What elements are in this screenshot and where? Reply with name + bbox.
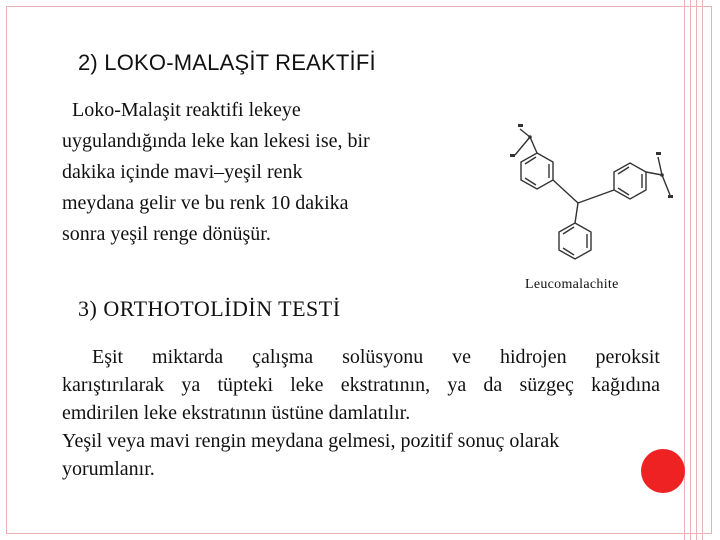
body-line: yorumlanır. <box>62 458 155 480</box>
section-title-loko-malasit: 2) LOKO-MALAŞİT REAKTİFİ <box>78 50 376 75</box>
frame-stripe <box>690 0 691 540</box>
section-title-orthotolidin: 3) ORTHOTOLİDİN TESTİ <box>78 296 341 321</box>
red-circle-decoration <box>641 449 685 493</box>
frame-stripe <box>702 0 703 540</box>
body-line: meydana gelir ve bu renk 10 dakika <box>62 192 349 214</box>
section-body-orthotolidin <box>62 343 660 483</box>
body-line: Loko-Malaşit reaktifi lekeye <box>72 99 301 121</box>
body-line: emdirilen leke ekstratının üstüne damlatılır. <box>62 402 411 424</box>
section-body-loko-malasit <box>62 95 442 250</box>
body-line: uygulandığında leke kan lekesi ise, bir <box>62 130 370 152</box>
body-line: sonra yeşil renge dönüşür. <box>62 223 271 245</box>
body-line: karıştırılarak ya tüpteki leke ekstratının, ya da süzgeç kağıdına <box>62 374 660 396</box>
body-line: Yeşil veya mavi rengin meydana gelmesi, pozitif sonuç olarak <box>62 430 560 452</box>
body-line: dakika içinde mavi–yeşil renk <box>62 161 303 183</box>
leucomalachite-structure-icon <box>490 115 690 275</box>
frame-stripe <box>696 0 697 540</box>
body-line: Eşit miktarda çalışma solüsyonu ve hidrojen peroksit <box>92 346 660 368</box>
figure-caption: Leucomalachite <box>525 277 619 292</box>
